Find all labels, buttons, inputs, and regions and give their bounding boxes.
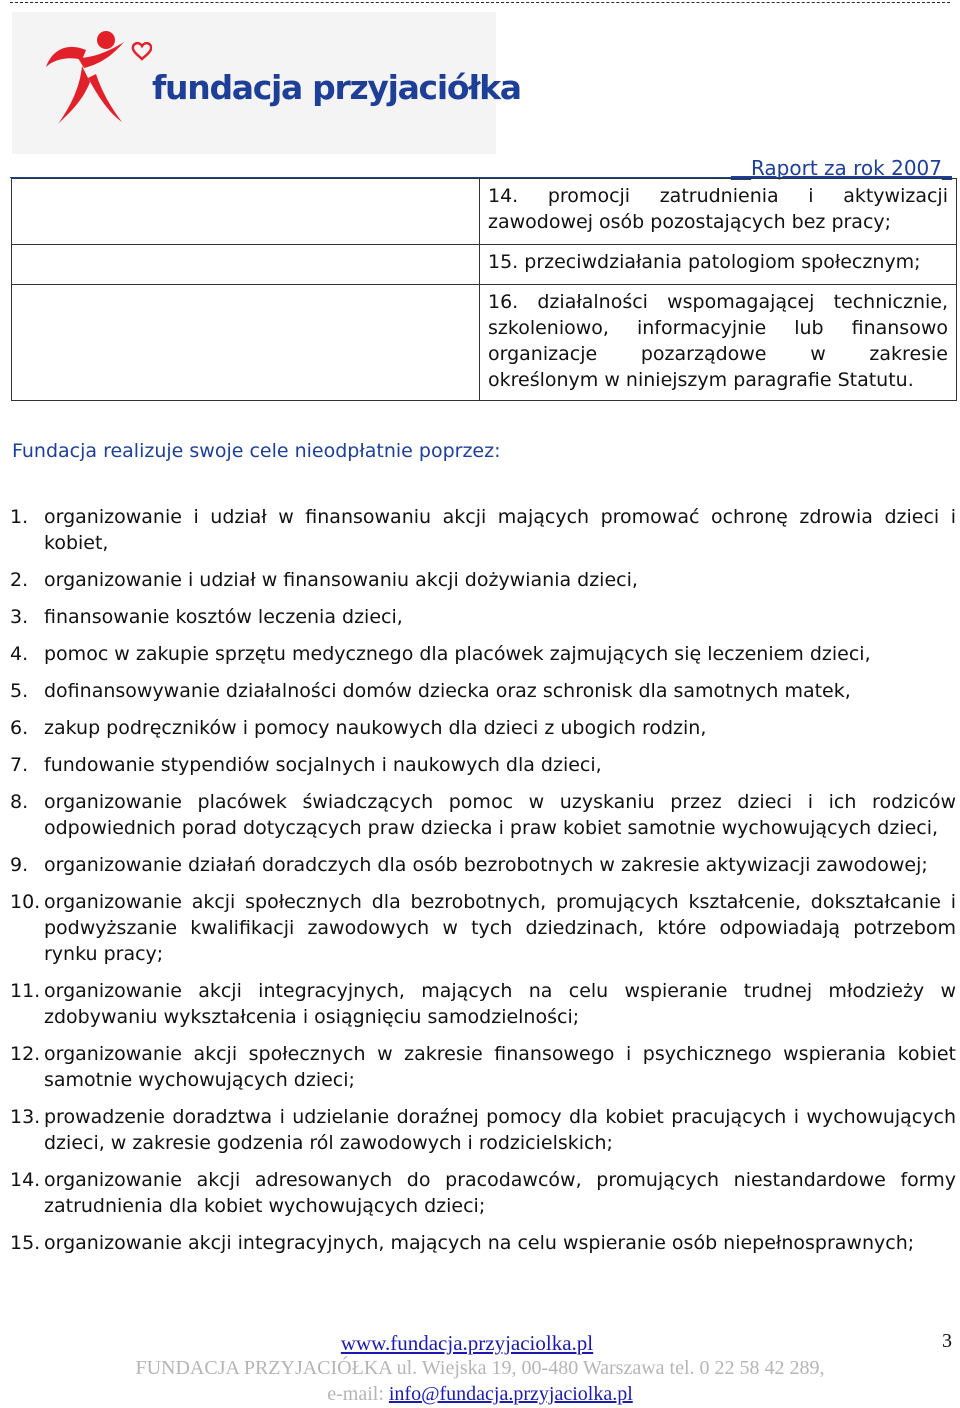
list-item-text: organizowanie akcji społecznych w zakresie finansowego i psychicznego wspierania kobiet samotnie wychowujących dzieci;: [44, 1043, 956, 1091]
list-item-text: organizowanie i udział w finansowaniu akcji dożywiania dzieci,: [44, 569, 638, 591]
list-item-text: organizowanie akcji integracyjnych, mających na celu wspieranie osób niepełnosprawnych;: [44, 1232, 915, 1254]
footer-website-link[interactable]: www.fundacja.przyjaciolka.pl: [340, 1331, 594, 1355]
list-item-number: 12.: [10, 1043, 41, 1065]
list-item-number: 14.: [10, 1169, 41, 1191]
list-item-number: 6.: [10, 717, 29, 739]
statute-table: [11, 178, 957, 401]
footer-email-label: e-mail:: [327, 1383, 384, 1405]
list-item-number: 2.: [10, 569, 29, 591]
list-item: [10, 604, 956, 630]
goals-list: [10, 504, 956, 1267]
list-item: [10, 1041, 956, 1093]
list-item-number: 10.: [10, 891, 41, 913]
list-item: [10, 715, 956, 741]
list-item-number: 4.: [10, 643, 29, 665]
table-row: [12, 179, 957, 245]
section-heading: Fundacja realizuje swoje cele nieodpłatnie poprzez:: [12, 440, 501, 462]
footer-email-line: [0, 1383, 960, 1406]
report-title: __Raport za rok 2007_: [730, 156, 952, 180]
list-item-text: dofinansowywanie działalności domów dziecka oraz schronisk dla samotnych matek,: [44, 680, 851, 702]
list-item-number: 3.: [10, 606, 29, 628]
logo-text: fundacja przyjaciółka: [152, 68, 521, 107]
list-item-text: organizowanie działań doradczych dla osób bezrobotnych w zakresie aktywizacji zawodowej;: [44, 854, 928, 876]
list-item-text: pomoc w zakupie sprzętu medycznego dla placówek zajmujących się leczeniem dzieci,: [44, 643, 871, 665]
list-item-text: organizowanie akcji społecznych dla bezrobotnych, promujących kształcenie, dokształcanie i podwyższanie kwalifikacji zawodowych w tych dziedzinach, które odpowiadają potrzebom rynku pracy;: [44, 891, 956, 965]
footer-address: FUNDACJA PRZYJACIÓŁKA ul. Wiejska 19, 00-480 Warszawa tel. 0 22 58 42 289,: [135, 1357, 825, 1379]
list-item-text: organizowanie placówek świadczących pomoc w uzyskaniu przez dzieci i ich rodziców odpowiednich porad dotyczących praw dziecka i praw kobiet samotnie wychowujących dzieci,: [44, 791, 956, 839]
list-item-number: 8.: [10, 791, 29, 813]
heart-figure-logo-icon: [12, 12, 152, 152]
list-item-text: fundowanie stypendiów socjalnych i naukowych dla dzieci,: [44, 754, 602, 776]
list-item: [10, 678, 956, 704]
table-cell-text: 16. działalności wspomagającej technicznie, szkoleniowo, informacyjnie lub finansowo organizacje pozarządowe w zakresie określonym w niniejszym paragrafie Statutu.: [480, 285, 957, 401]
table-cell-text: 14. promocji zatrudnienia i aktywizacji zawodowej osób pozostających bez pracy;: [480, 179, 957, 245]
list-item: [10, 752, 956, 778]
footer-email-link[interactable]: info@fundacja.przyjaciolka.pl: [388, 1383, 633, 1405]
list-item: [10, 978, 956, 1030]
list-item-number: 15.: [10, 1232, 41, 1254]
table-row: [12, 245, 957, 285]
list-item-text: zakup podręczników i pomocy naukowych dla dzieci z ubogich rodzin,: [44, 717, 707, 739]
list-item-number: 7.: [10, 754, 29, 776]
list-item: [10, 852, 956, 878]
list-item: [10, 1167, 956, 1219]
list-item-text: organizowanie akcji adresowanych do pracodawców, promujących niestandardowe formy zatrudnienia dla kobiet wychowujących dzieci;: [44, 1169, 956, 1217]
list-item-number: 11.: [10, 980, 41, 1002]
table-cell-empty: [12, 285, 480, 401]
list-item: [10, 1104, 956, 1156]
table-cell-empty: [12, 179, 480, 245]
list-item-text: organizowanie akcji integracyjnych, mających na celu wspieranie trudnej młodzieży w zdobywaniu wykształcenia i osiągnięciu samodzielności;: [44, 980, 956, 1028]
list-item: [10, 789, 956, 841]
list-item-number: 1.: [10, 506, 29, 528]
list-item: [10, 1230, 956, 1256]
header-dashed-rule: [10, 2, 950, 3]
list-item-text: finansowanie kosztów leczenia dzieci,: [44, 606, 403, 628]
list-item: [10, 504, 956, 556]
list-item: [10, 889, 956, 967]
table-cell-empty: [12, 245, 480, 285]
logo: [12, 12, 521, 154]
list-item-number: 5.: [10, 680, 29, 702]
list-item: [10, 641, 956, 667]
table-row: [12, 285, 957, 401]
list-item-text: prowadzenie doradztwa i udzielanie doraźnej pomocy dla kobiet pracujących i wychowujących dzieci, w zakresie godzenia ról zawodowych i rodzicielskich;: [44, 1106, 956, 1154]
page-number: 3: [942, 1330, 952, 1352]
list-item-number: 13.: [10, 1106, 41, 1128]
list-item-number: 9.: [10, 854, 29, 876]
list-item: [10, 567, 956, 593]
list-item-text: organizowanie i udział w finansowaniu akcji mających promować ochronę zdrowia dzieci i kobiet,: [44, 506, 956, 554]
table-cell-text: 15. przeciwdziałania patologiom społecznym;: [480, 245, 957, 285]
